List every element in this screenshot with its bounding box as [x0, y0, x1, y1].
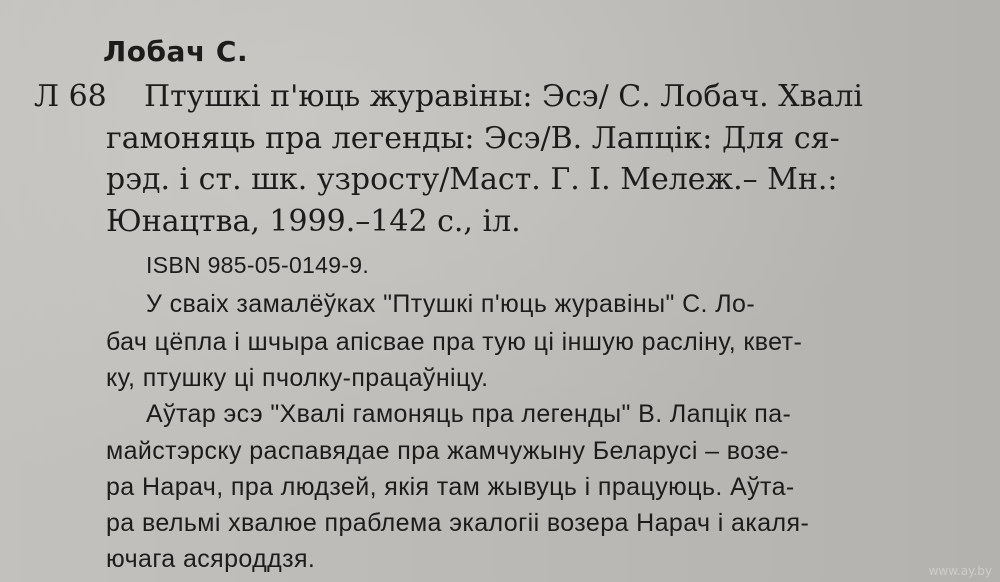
- annotation-line: У сваіх замалёўках "Птушкі п'юць журавіны" С. Ло-: [146, 290, 756, 318]
- description-line: Птушкі п'юць журавіны: Эсэ/ С. Лобач. Хвалі: [144, 79, 864, 114]
- description-line: рэд. і ст. шк. узросту/Маст. Г. І. Мележ.– Мн.:: [106, 162, 838, 197]
- description-line: Юнацтва, 1999.–142 с., іл.: [106, 204, 521, 239]
- annotation-line: ку, птушку ці пчолку-працаўніцу.: [106, 364, 489, 392]
- annotation-line: Аўтар эсэ "Хвалі гамоняць пра легенды" В. Лапцік па-: [146, 400, 792, 428]
- annotation-line: бач цёпла і шчыра апісвае пра тую ці іншую расліну, квет-: [106, 328, 803, 356]
- author-heading: Лобач С.: [103, 35, 249, 68]
- annotation-line: ючага асяроддзя.: [106, 545, 316, 573]
- library-code: Л 68: [34, 79, 107, 114]
- description-line: гамоняць пра легенды: Эсэ/В. Лапцік: Для ся-: [106, 121, 840, 156]
- site-watermark: www.ay.by: [928, 564, 992, 578]
- annotation-line: ра Нарач, пра людзей, якія там жывуць і працуюць. Аўта-: [106, 473, 795, 501]
- isbn-number: ISBN 985-05-0149-9.: [146, 252, 370, 278]
- annotation-line: майстэрску распавядае пра жамчужыну Беларусі – возе-: [106, 437, 789, 465]
- annotation-line: ра вельмі хвалюе праблема экалогіі возера Нарач і акаля-: [106, 509, 810, 537]
